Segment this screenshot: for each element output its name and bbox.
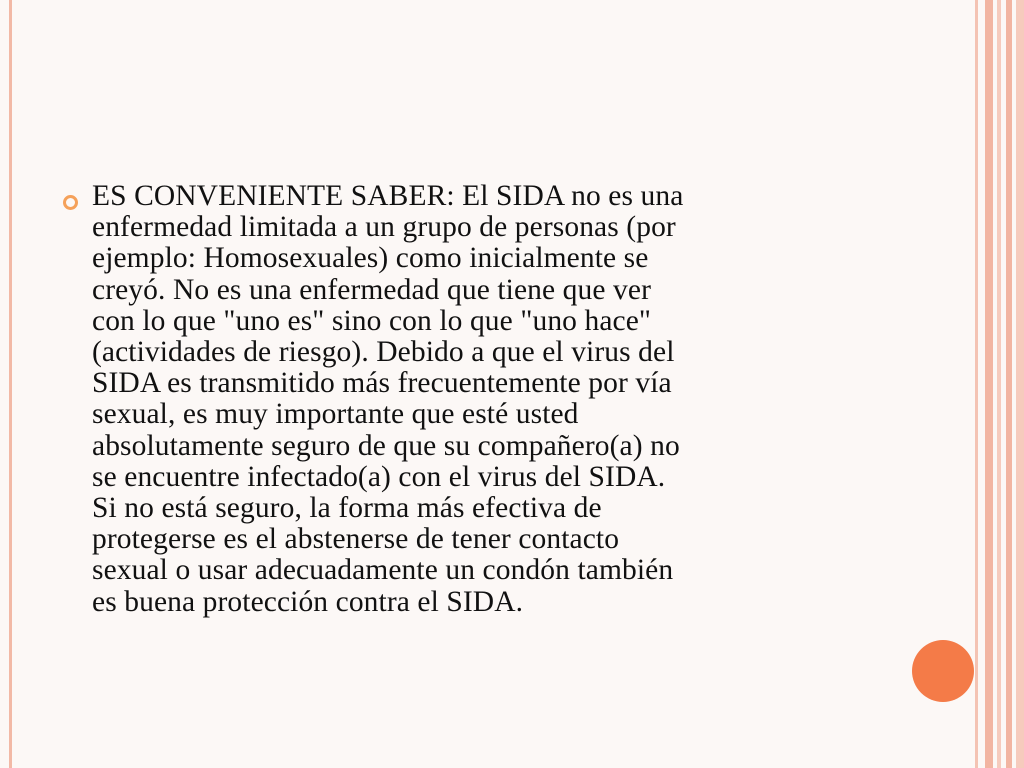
- text-line: se encuentre infectado(a) con el virus del SIDA.: [92, 460, 666, 493]
- bullet-paragraph: [92, 181, 892, 618]
- right-border-stripe: [1016, 0, 1024, 768]
- right-border-stripe: [975, 0, 978, 768]
- right-border-stripe: [997, 0, 1001, 768]
- circle-bullet-icon: [62, 194, 79, 211]
- text-line: ES CONVENIENTE SABER: El SIDA no es una: [92, 180, 684, 212]
- text-line: SIDA es transmitido más frecuentemente por vía: [92, 367, 672, 400]
- text-line: protegerse es el abstenerse de tener contacto: [92, 523, 620, 556]
- text-line: absolutamente seguro de que su compañero(a) no: [92, 429, 680, 462]
- text-line: creyó. No es una enfermedad que tiene que ver: [92, 273, 652, 306]
- text-line: sexual o usar adecuadamente un condón también: [92, 554, 674, 587]
- text-line: ejemplo: Homosexuales) como inicialmente se: [92, 242, 649, 275]
- left-border-line: [9, 0, 12, 768]
- text-line: enfermedad limitada a un grupo de personas (por: [92, 211, 676, 244]
- text-line: es buena protección contra el SIDA.: [92, 585, 524, 618]
- text-line: con lo que "uno es" sino con lo que "uno hace": [92, 304, 652, 337]
- text-line: Si no está seguro, la forma más efectiva de: [92, 492, 602, 525]
- right-border-stripe: [1006, 0, 1012, 768]
- decorative-circle: [912, 640, 974, 702]
- bullet-text-block: [92, 181, 892, 618]
- text-line: (actividades de riesgo). Debido a que el virus del: [92, 336, 675, 369]
- right-border-stripe: [985, 0, 993, 768]
- text-line: sexual, es muy importante que esté usted: [92, 398, 579, 431]
